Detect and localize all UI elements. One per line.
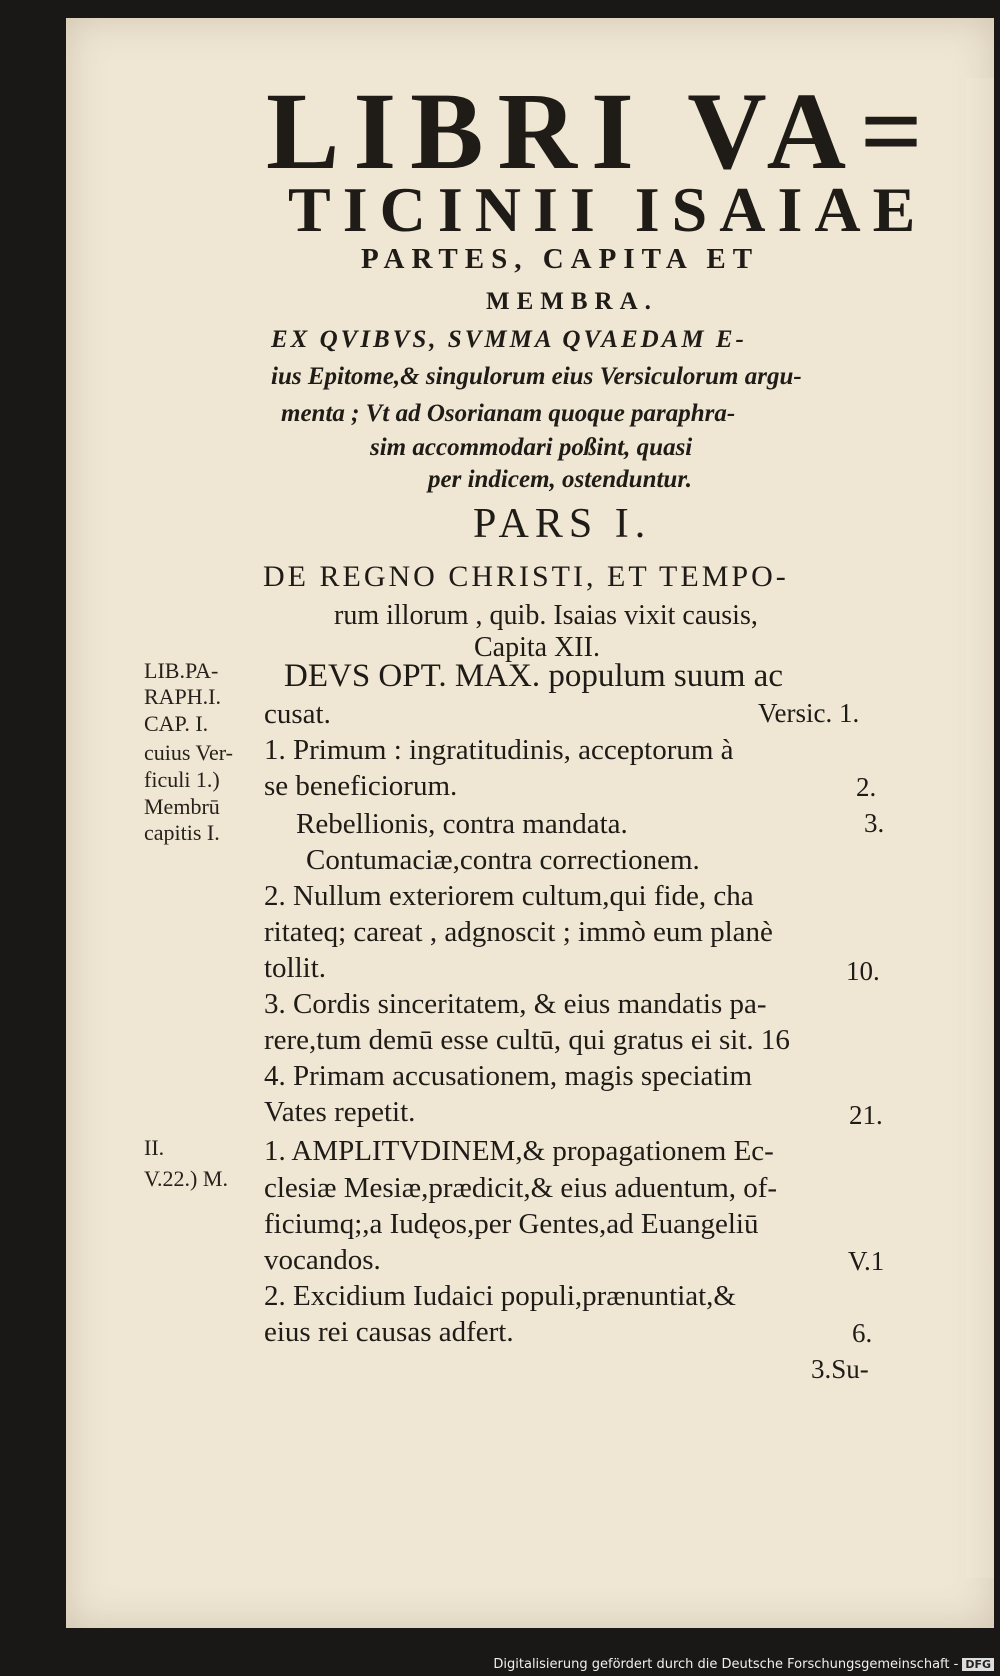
body-line: clesiæ Mesiæ,prædicit,& eius aduentum, of- [264,1172,778,1204]
verse-number: 21. [849,1100,883,1130]
title-line-4: MEMBRA. [486,288,658,315]
body-line: vocandos. [264,1244,381,1276]
body-line: se beneficiorum. [264,770,458,802]
margin-note: V.22.) M. [144,1166,228,1191]
margin-note: capitis I. [144,820,220,845]
body-line: eius rei causas adfert. [264,1316,514,1348]
book-page [66,18,994,1628]
margin-note: Membrū [144,794,220,819]
subtitle-line: per indicem, ostenduntur. [428,466,692,493]
section-heading-line: rum illorum , quib. Isaias vixit causis, [334,600,758,631]
margin-note: cuius Ver- [144,740,233,765]
body-line: ritateq; careat , adgnoscit ; immò eum planè [264,916,773,948]
verse-number: Versic. 1. [758,698,860,728]
title-line-3: PARTES, CAPITA ET [361,243,760,275]
margin-note: RAPH.I. [144,684,222,709]
section-heading-line: Capita XII. [474,632,600,663]
margin-note: LIB.PA- [144,658,219,683]
section-heading-line: DE REGNO CHRISTI, ET TEMPO- [263,560,789,593]
margin-note: ficuli 1.) [144,767,220,792]
subtitle-line: menta ; Vt ad Osorianam quoque paraphra- [281,400,736,427]
verse-number: 2. [856,772,877,802]
body-line: Rebellionis, contra mandata. [296,808,628,840]
body-line: rere,tum demū esse cultū, qui gratus ei sit. 16 [264,1024,790,1056]
body-line: 2. Nullum exteriorem cultum,qui fide, cha [264,880,754,912]
subtitle-line: sim accommodari poßint, quasi [370,434,693,461]
body-line: DEVS OPT. MAX. populum suum ac [284,658,783,694]
credit-text: Digitalisierung gefördert durch die Deutsche Forschungsgemeinschaft - [493,1657,959,1672]
verse-number: 10. [846,956,880,986]
body-line: tollit. [264,952,327,984]
catchword: 3.Su- [811,1354,869,1384]
body-line: 1. AMPLITVDINEM,& propagationem Ec- [264,1135,774,1167]
body-line: Vates repetit. [264,1096,416,1128]
verse-number: 3. [864,808,885,838]
digitization-credit [493,1657,994,1672]
body-line: cusat. [264,698,331,730]
margin-note: II. [144,1135,165,1160]
body-line: 2. Excidium Iudaici populi,prænuntiat,& [264,1280,736,1312]
title-line-2: TICINII ISAIAE [288,174,928,245]
subtitle-line: EX QVIBVS, SVMMA QVAEDAM E- [271,326,747,353]
body-line: 3. Cordis sinceritatem, & eius mandatis pa- [264,988,767,1020]
body-line: 4. Primam accusationem, magis speciatim [264,1060,753,1092]
body-line: Contumaciæ,contra correctionem. [306,844,700,876]
verse-number: V.1 [848,1246,885,1276]
margin-note: CAP. I. [144,711,209,736]
dfg-logo: DFG [962,1658,994,1671]
part-heading: PARS I. [473,501,652,547]
page-edge [966,78,994,1578]
body-line: ficiumq;,a Iudęos,per Gentes,ad Euangeliū [264,1208,759,1240]
body-line: 1. Primum : ingratitudinis, acceptorum à [264,734,734,766]
verse-number: 6. [852,1318,873,1348]
title-line-1: LIBRI VA= [266,70,937,192]
subtitle-line: ius Epitome,& singulorum eius Versiculorum argu- [271,363,802,390]
